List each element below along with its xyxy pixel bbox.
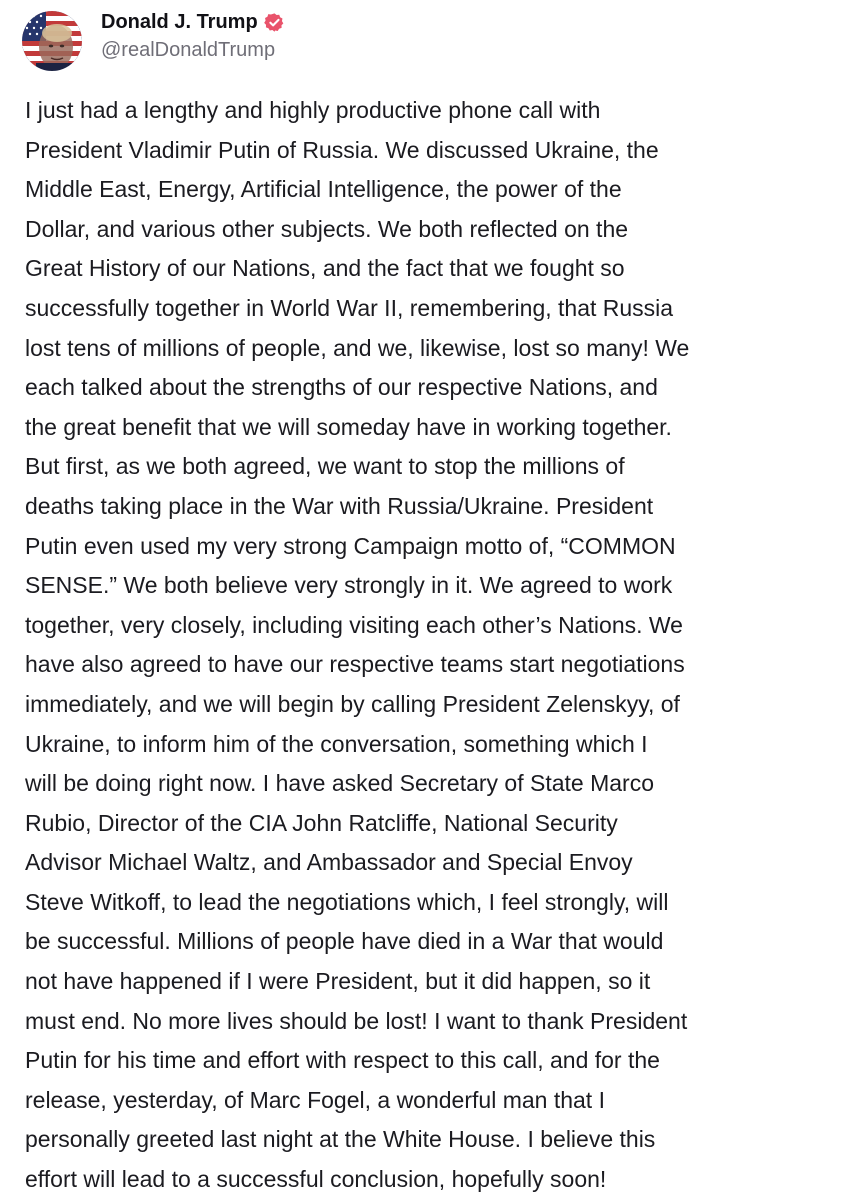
name-row	[101, 8, 285, 36]
post-body-line: effort will lead to a successful conclusion, hopefully soon!	[25, 1166, 607, 1193]
author-identity	[101, 8, 285, 62]
post-body-line: not have happened if I were President, but it did happen, so it	[25, 968, 651, 995]
post-body-line: Advisor Michael Waltz, and Ambassador and Special Envoy	[25, 849, 633, 876]
post-body-line: must end. No more lives should be lost! I want to thank President	[25, 1007, 688, 1034]
post-body-line: personally greeted last night at the White House. I believe this	[25, 1126, 656, 1153]
post-body-line: lost tens of millions of people, and we, likewise, lost so many! We	[25, 334, 690, 361]
post-body-line: Middle East, Energy, Artificial Intelligence, the power of the	[25, 176, 622, 203]
post-body-line: Putin even used my very strong Campaign motto of, “COMMON	[25, 532, 676, 559]
post-body-line: the great benefit that we will someday have in working together.	[25, 413, 672, 440]
avatar-flag-portrait-icon	[22, 11, 82, 71]
post-body-line: successfully together in World War II, remembering, that Russia	[25, 294, 674, 321]
post-body-line: be successful. Millions of people have died in a War that would	[25, 928, 664, 955]
post-body-line: Steve Witkoff, to lead the negotiations which, I feel strongly, will	[25, 888, 669, 915]
display-name[interactable]: Donald J. Trump	[101, 10, 258, 33]
post-body-line: Ukraine, to inform him of the conversation, something which I	[25, 730, 648, 757]
post-body-line: SENSE.” We both believe very strongly in it. We agreed to work	[25, 572, 673, 599]
avatar[interactable]	[22, 11, 82, 71]
post-body-line: together, very closely, including visiting each other’s Nations. We	[25, 611, 683, 638]
post-body-line: immediately, and we will begin by calling President Zelenskyy, of	[25, 690, 680, 717]
verified-badge-icon	[264, 12, 285, 33]
post-body-line: Dollar, and various other subjects. We both reflected on the	[25, 215, 629, 242]
handle[interactable]: @realDonaldTrump	[101, 39, 276, 61]
post-body-line: release, yesterday, of Marc Fogel, a wonderful man that I	[25, 1086, 605, 1113]
post-body-line: Great History of our Nations, and the fact that we fought so	[25, 255, 625, 282]
post-body	[25, 91, 850, 1200]
post-body-line: But first, as we both agreed, we want to stop the millions of	[25, 453, 625, 480]
post-body-line: have also agreed to have our respective teams start negotiations	[25, 651, 685, 678]
post-body-line: will be doing right now. I have asked Secretary of State Marco	[25, 770, 654, 797]
post-header	[22, 11, 285, 71]
post-body-line: President Vladimir Putin of Russia. We discussed Ukraine, the	[25, 136, 659, 163]
post-body-line: I just had a lengthy and highly productive phone call with	[25, 97, 601, 123]
post-body-line: deaths taking place in the War with Russia/Ukraine. President	[25, 492, 654, 519]
post-body-line: each talked about the strengths of our respective Nations, and	[25, 374, 658, 401]
post-body-line: Rubio, Director of the CIA John Ratcliffe, National Security	[25, 809, 618, 836]
post-body-line: Putin for his time and effort with respect to this call, and for the	[25, 1047, 660, 1074]
